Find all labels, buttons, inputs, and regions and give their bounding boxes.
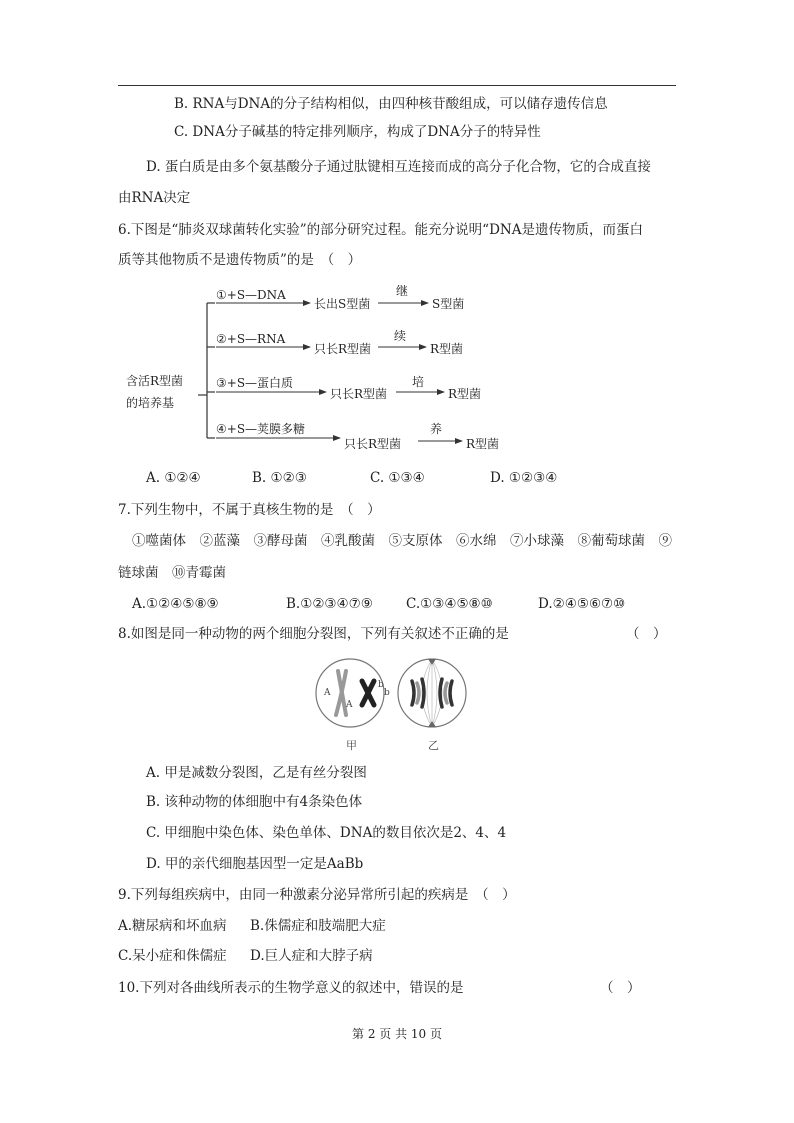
branch-2-final: R型菌 <box>430 342 464 356</box>
q5-option-c: C. DNA分子碱基的特定排列顺序，构成了DNA分子的特异性 <box>174 124 541 140</box>
q7-items-cont: 链球菌 ⑩青霉菌 <box>118 565 226 581</box>
q9-option-d: D.巨人症和大脖子病 <box>250 948 373 964</box>
q8-option-c: C. 甲细胞中染色体、染色单体、DNA的数目依次是2、4、4 <box>146 825 507 841</box>
q10-paren: （ ） <box>600 980 641 996</box>
branch-3-result: 只长R型菌 <box>330 387 388 401</box>
gene-b-right: b <box>384 688 390 698</box>
label-yi: 乙 <box>428 739 439 752</box>
q7-option-d: D.②④⑤⑥⑦⑩ <box>538 596 626 612</box>
cell-division-figure <box>312 655 472 755</box>
q9-option-c: C.呆小症和侏儒症 <box>118 948 227 964</box>
q6-option-b: B. ①②③ <box>252 470 307 486</box>
q5-option-d-cont: 由RNA决定 <box>118 190 191 206</box>
branch-3-arrow-label: 培 <box>412 375 425 389</box>
gene-a-left: A <box>324 688 331 698</box>
q9-option-a: A.糖尿病和坏血病 <box>118 918 227 934</box>
q7-option-a: A.①②④⑤⑧⑨ <box>132 596 219 612</box>
q6-option-a: A. ①②④ <box>146 470 201 486</box>
q6-stem-cont: 质等其他物质不是遗传物质”的是 （ ） <box>118 252 362 268</box>
branch-4-final: R型菌 <box>466 437 500 451</box>
page-footer: 第 2 页 共 10 页 <box>352 1027 442 1041</box>
diagram-source-line1: 含活R型菌 <box>126 374 184 388</box>
q5-option-b: B. RNA与DNA的分子结构相似，由四种核苷酸组成，可以储存遗传信息 <box>174 96 608 112</box>
branch-1-final: S型菌 <box>432 297 465 311</box>
q10-stem: 10.下列对各曲线所表示的生物学意义的叙述中，错误的是 <box>118 980 464 996</box>
branch-1-label: ①+S—DNA <box>216 288 286 302</box>
q7-option-b: B.①②③④⑦⑨ <box>286 596 373 612</box>
q6-option-c: C. ①③④ <box>370 470 425 486</box>
q8-stem: 8.如图是同一种动物的两个细胞分裂图，下列有关叙述不正确的是 <box>118 626 509 642</box>
diagram-source-line2: 的培养基 <box>126 396 175 410</box>
q9-option-b: B.侏儒症和肢端肥大症 <box>250 918 386 934</box>
q6-option-d: D. ①②③④ <box>490 470 558 486</box>
q8-option-b: B. 该种动物的体细胞中有4条染色体 <box>146 794 363 810</box>
q8-paren: （ ） <box>626 626 667 642</box>
branch-3-label: ③+S—蛋白质 <box>216 376 294 390</box>
branch-4-result: 只长R型菌 <box>344 437 402 451</box>
branch-2-result: 只长R型菌 <box>314 342 372 356</box>
branch-4-arrow-label: 养 <box>430 422 443 436</box>
branch-3-final: R型菌 <box>448 387 482 401</box>
gene-b-left: b <box>378 680 384 690</box>
q7-option-c: C.①③④⑤⑧⑩ <box>406 596 493 612</box>
q5-option-d: D. 蛋白质是由多个氨基酸分子通过肽键相互连接而成的高分子化合物，它的合成直接 <box>146 159 651 175</box>
branch-1-result: 长出S型菌 <box>314 297 371 311</box>
branch-2-label: ②+S—RNA <box>216 332 286 346</box>
label-jia: 甲 <box>346 739 357 752</box>
q8-option-d: D. 甲的亲代细胞基因型一定是AaBb <box>146 856 364 872</box>
q7-stem: 7.下列生物中，不属于真核生物的是 （ ） <box>118 502 381 518</box>
q9-stem: 9.下列每组疾病中，由同一种激素分泌异常所引起的疾病是 （ ） <box>118 887 516 903</box>
q7-items: ①噬菌体 ②蓝藻 ③酵母菌 ④乳酸菌 ⑤支原体 ⑥水绵 ⑦小球藻 ⑧葡萄球菌 ⑨ <box>132 533 672 549</box>
branch-1-arrow-label: 继 <box>396 284 409 298</box>
branch-4-label: ④+S—荚膜多糖 <box>216 422 306 436</box>
q6-stem: 6.下图是“肺炎双球菌转化实验”的部分研究过程。能充分说明“DNA是遗传物质，而蛋白 <box>118 222 643 238</box>
q8-option-a: A. 甲是减数分裂图，乙是有丝分裂图 <box>146 765 367 781</box>
branch-2-arrow-label: 续 <box>394 329 407 343</box>
gene-a-right: A <box>346 700 353 710</box>
header-rule <box>118 85 676 86</box>
transformation-experiment-diagram <box>120 283 540 463</box>
